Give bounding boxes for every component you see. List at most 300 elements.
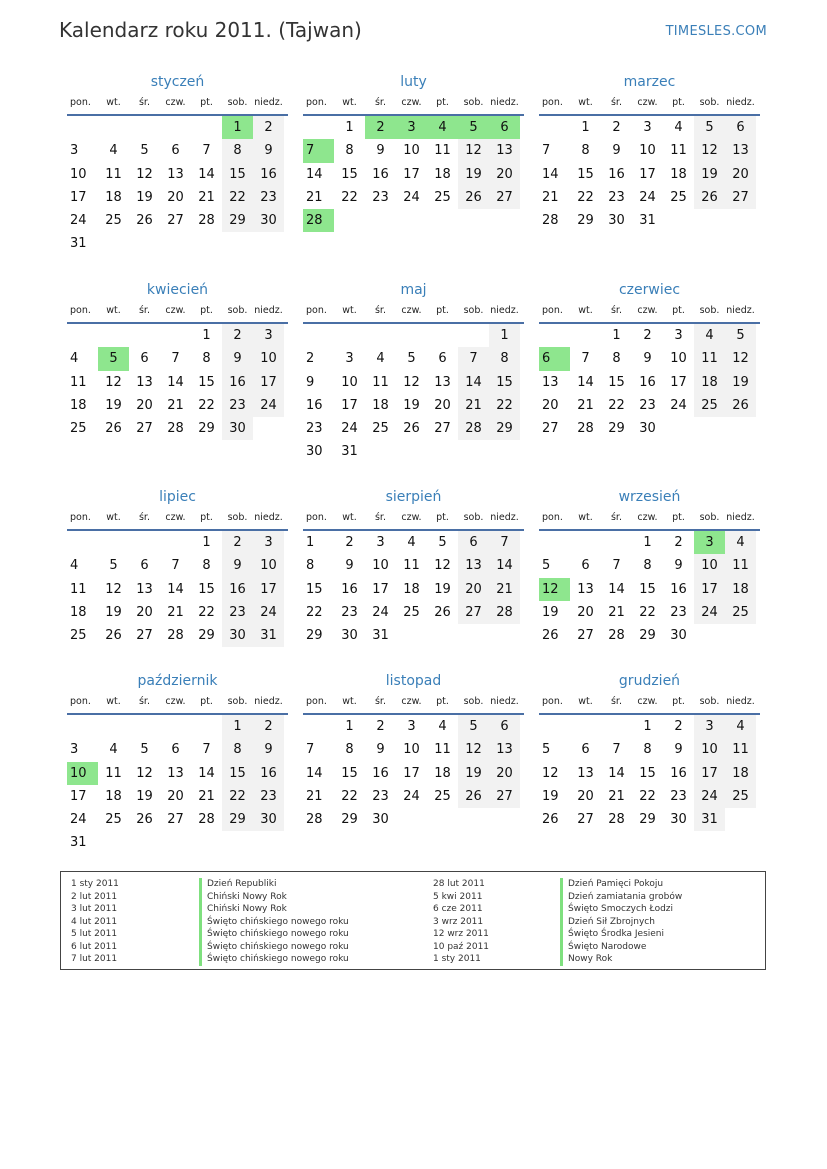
- day-cell: 31: [253, 624, 284, 647]
- day-cell: 20: [458, 578, 489, 601]
- weekday-label: wt.: [578, 696, 593, 707]
- day-cell: 29: [222, 209, 253, 232]
- day-cell: 24: [670, 397, 687, 413]
- weekday-label: czw.: [637, 696, 658, 707]
- week-row: [303, 715, 524, 738]
- empty-cell: [191, 715, 222, 738]
- day-cell: 27: [489, 186, 520, 209]
- day-cell: 20: [136, 604, 153, 620]
- day-cell: 25: [372, 421, 389, 437]
- day-cell: 13: [577, 581, 594, 597]
- holiday-legend: [60, 871, 766, 970]
- week-row: [539, 738, 760, 761]
- day-cell: 23: [222, 394, 253, 417]
- empty-cell: [67, 324, 98, 347]
- day-cell: 1: [222, 715, 253, 738]
- day-cell: 6: [171, 143, 180, 159]
- day-cell: 2: [365, 116, 396, 139]
- day-cell: 10: [403, 742, 420, 758]
- weekday-label: pon.: [306, 97, 327, 108]
- day-cell: 27: [136, 421, 153, 437]
- day-cell: 18: [670, 166, 687, 182]
- week-row: [539, 531, 760, 554]
- day-cell: 17: [253, 371, 284, 394]
- empty-cell: [98, 324, 129, 347]
- day-cell: 22: [306, 604, 323, 620]
- day-cell: 7: [306, 742, 315, 758]
- day-cell: 23: [222, 601, 253, 624]
- weekday-label: sob.: [699, 305, 720, 316]
- weekday-label: wt.: [106, 305, 121, 316]
- empty-cell: [365, 440, 396, 463]
- day-cell: 15: [639, 765, 656, 781]
- weekday-label: niedz.: [490, 696, 519, 707]
- empty-cell: [694, 417, 725, 440]
- day-cell: 16: [306, 397, 323, 413]
- day-cell: 18: [403, 581, 420, 597]
- day-cell: 25: [105, 213, 122, 229]
- legend-date: 2 lut 2011: [71, 891, 118, 902]
- day-cell: 30: [341, 628, 358, 644]
- day-cell: 28: [577, 421, 594, 437]
- weekday-label: wt.: [578, 97, 593, 108]
- day-cell: 5: [542, 558, 551, 574]
- day-cell: 26: [434, 604, 451, 620]
- legend-holiday-name: Święto chińskiego nowego roku: [199, 941, 349, 954]
- day-cell: 26: [458, 186, 489, 209]
- week-row: [303, 738, 524, 761]
- day-cell: 12: [136, 765, 153, 781]
- day-cell: 28: [198, 812, 215, 828]
- day-cell: 11: [434, 742, 451, 758]
- empty-cell: [396, 624, 427, 647]
- day-cell: 30: [306, 444, 323, 460]
- day-cell: 27: [489, 785, 520, 808]
- day-cell: 4: [70, 351, 79, 367]
- weekday-label: pt.: [436, 97, 449, 108]
- day-cell: 9: [222, 347, 253, 370]
- week-row: [67, 554, 288, 577]
- empty-cell: [427, 624, 458, 647]
- weekday-label: niedz.: [254, 512, 283, 523]
- month-block: [67, 669, 288, 855]
- day-cell: 28: [167, 421, 184, 437]
- day-cell: 7: [458, 347, 489, 370]
- weekday-label: pt.: [436, 305, 449, 316]
- day-cell: 24: [694, 785, 725, 808]
- day-cell: 19: [105, 397, 122, 413]
- day-cell: 11: [105, 765, 122, 781]
- day-cell: 14: [608, 581, 625, 597]
- empty-cell: [160, 324, 191, 347]
- legend-date: 3 wrz 2011: [433, 916, 484, 927]
- legend-holiday-name: Święto Środka Jesieni: [560, 928, 682, 941]
- day-cell: 4: [427, 116, 458, 139]
- month-block: [67, 485, 288, 647]
- day-cell: 12: [105, 374, 122, 390]
- day-cell: 1: [643, 535, 652, 550]
- day-cell: 23: [372, 189, 389, 205]
- day-cell: 2: [345, 535, 354, 550]
- day-cell: 20: [577, 788, 594, 804]
- day-cell: 24: [253, 601, 284, 624]
- day-cell: 17: [694, 762, 725, 785]
- day-cell: 22: [639, 788, 656, 804]
- empty-cell: [222, 232, 253, 255]
- day-cell: 11: [372, 374, 389, 390]
- day-cell: 2: [674, 719, 683, 734]
- day-cell: 18: [70, 397, 87, 413]
- empty-cell: [458, 209, 489, 232]
- day-cell: 26: [694, 186, 725, 209]
- month-block: [67, 70, 288, 256]
- legend-holiday-name: Święto chińskiego nowego roku: [199, 916, 349, 929]
- empty-cell: [458, 808, 489, 831]
- day-cell: 10: [639, 143, 656, 159]
- legend-left-names: [199, 878, 349, 966]
- day-cell: 11: [725, 738, 756, 761]
- day-cell: 29: [639, 628, 656, 644]
- day-cell: 27: [577, 628, 594, 644]
- day-cell: 19: [403, 397, 420, 413]
- weekday-label: niedz.: [254, 696, 283, 707]
- empty-cell: [570, 531, 601, 554]
- legend-date: 10 paź 2011: [433, 941, 490, 952]
- day-cell: 25: [725, 601, 756, 624]
- day-cell: 22: [222, 785, 253, 808]
- weekday-label: sob.: [227, 512, 248, 523]
- day-cell: 1: [612, 328, 621, 343]
- week-row: [303, 394, 524, 417]
- day-cell: 27: [577, 812, 594, 828]
- week-row: [67, 394, 288, 417]
- weekday-label: pon.: [542, 305, 563, 316]
- day-cell: 30: [222, 417, 253, 440]
- day-cell: 20: [136, 397, 153, 413]
- day-cell: 3: [407, 719, 416, 734]
- day-cell: 18: [694, 371, 725, 394]
- day-cell: 12: [403, 374, 420, 390]
- empty-cell: [129, 324, 160, 347]
- day-cell: 25: [105, 812, 122, 828]
- weekday-label: sob.: [463, 696, 484, 707]
- week-row: [539, 417, 760, 440]
- day-cell: 8: [612, 351, 621, 367]
- day-cell: 5: [98, 347, 129, 370]
- day-cell: 14: [198, 765, 215, 781]
- day-cell: 4: [725, 531, 756, 554]
- day-cell: 22: [489, 394, 520, 417]
- empty-cell: [694, 209, 725, 232]
- week-row: [67, 808, 288, 831]
- day-cell: 5: [542, 742, 551, 758]
- empty-cell: [458, 440, 489, 463]
- week-row: [67, 209, 288, 232]
- weekday-label: pon.: [542, 512, 563, 523]
- weekday-label: pt.: [200, 696, 213, 707]
- day-cell: 29: [608, 421, 625, 437]
- week-row: [303, 371, 524, 394]
- week-row: [539, 371, 760, 394]
- week-row: [539, 324, 760, 347]
- legend-holiday-name: Święto chińskiego nowego roku: [199, 928, 349, 941]
- day-cell: 19: [458, 163, 489, 186]
- day-cell: 18: [434, 166, 451, 182]
- day-cell: 15: [222, 762, 253, 785]
- weekday-label: śr.: [610, 696, 622, 707]
- day-cell: 5: [458, 715, 489, 738]
- weekday-label: śr.: [610, 97, 622, 108]
- day-cell: 17: [694, 578, 725, 601]
- weekday-header: [303, 693, 524, 715]
- day-cell: 5: [407, 351, 416, 367]
- day-cell: 13: [489, 738, 520, 761]
- day-cell: 16: [372, 765, 389, 781]
- day-cell: 10: [70, 166, 87, 182]
- legend-date: 6 cze 2011: [433, 904, 483, 914]
- empty-cell: [694, 624, 725, 647]
- day-cell: 25: [403, 604, 420, 620]
- day-cell: 6: [489, 715, 520, 738]
- empty-cell: [303, 715, 334, 738]
- empty-cell: [253, 417, 284, 440]
- week-row: [539, 116, 760, 139]
- day-cell: 27: [434, 421, 451, 437]
- week-row: [67, 186, 288, 209]
- day-cell: 8: [306, 558, 315, 574]
- weekday-label: śr.: [610, 512, 622, 523]
- weekday-label: niedz.: [726, 305, 755, 316]
- weekday-label: śr.: [610, 305, 622, 316]
- day-cell: 19: [105, 604, 122, 620]
- day-cell: 12: [694, 139, 725, 162]
- day-cell: 25: [694, 394, 725, 417]
- weekday-label: śr.: [138, 305, 150, 316]
- empty-cell: [458, 324, 489, 347]
- empty-cell: [489, 624, 520, 647]
- empty-cell: [191, 116, 222, 139]
- day-cell: 30: [253, 808, 284, 831]
- day-cell: 23: [639, 397, 656, 413]
- empty-cell: [67, 531, 98, 554]
- day-cell: 9: [253, 738, 284, 761]
- day-cell: 29: [306, 628, 323, 644]
- weekday-label: pt.: [672, 97, 685, 108]
- empty-cell: [334, 324, 365, 347]
- day-cell: 2: [376, 719, 385, 734]
- week-row: [303, 531, 524, 554]
- day-cell: 21: [608, 604, 625, 620]
- empty-cell: [396, 808, 427, 831]
- empty-cell: [396, 209, 427, 232]
- day-cell: 14: [167, 581, 184, 597]
- day-cell: 8: [489, 347, 520, 370]
- day-cell: 4: [109, 143, 118, 159]
- week-row: [303, 578, 524, 601]
- month-block: [303, 669, 524, 831]
- day-cell: 27: [167, 213, 184, 229]
- weekday-label: pt.: [672, 512, 685, 523]
- day-cell: 23: [341, 604, 358, 620]
- day-cell: 21: [198, 788, 215, 804]
- day-cell: 26: [542, 628, 559, 644]
- week-row: [303, 139, 524, 162]
- weekday-label: pon.: [70, 305, 91, 316]
- day-cell: 3: [376, 535, 385, 550]
- day-cell: 21: [577, 397, 594, 413]
- day-cell: 5: [458, 116, 489, 139]
- day-cell: 7: [303, 139, 334, 162]
- day-cell: 24: [70, 213, 87, 229]
- day-cell: 13: [577, 765, 594, 781]
- month-name: czerwiec: [618, 282, 681, 298]
- empty-cell: [253, 232, 284, 255]
- day-cell: 7: [542, 143, 551, 159]
- month-block: [539, 485, 760, 647]
- week-row: [67, 624, 288, 647]
- week-row: [67, 785, 288, 808]
- weekday-label: pt.: [672, 305, 685, 316]
- day-cell: 24: [70, 812, 87, 828]
- day-cell: 21: [458, 394, 489, 417]
- day-cell: 15: [608, 374, 625, 390]
- week-row: [303, 163, 524, 186]
- day-cell: 1: [202, 535, 211, 550]
- day-cell: 13: [489, 139, 520, 162]
- legend-holiday-name: Święto Narodowe: [560, 941, 682, 954]
- day-cell: 7: [202, 742, 211, 758]
- day-cell: 25: [434, 189, 451, 205]
- day-cell: 4: [376, 351, 385, 367]
- day-cell: 20: [434, 397, 451, 413]
- month-name: wrzesień: [618, 489, 681, 505]
- day-cell: 25: [725, 785, 756, 808]
- weekday-label: czw.: [401, 97, 422, 108]
- day-cell: 4: [407, 535, 416, 550]
- week-row: [67, 578, 288, 601]
- legend-holiday-name: Święto chińskiego nowego roku: [199, 953, 349, 966]
- day-cell: 19: [458, 762, 489, 785]
- day-cell: 22: [341, 788, 358, 804]
- legend-holiday-name: Dzień Pamięci Pokoju: [560, 878, 682, 891]
- day-cell: 22: [608, 397, 625, 413]
- weekday-label: pon.: [306, 512, 327, 523]
- day-cell: 31: [70, 236, 87, 252]
- empty-cell: [98, 116, 129, 139]
- day-cell: 22: [198, 397, 215, 413]
- empty-cell: [334, 209, 365, 232]
- day-cell: 11: [70, 581, 87, 597]
- day-cell: 30: [639, 421, 656, 437]
- week-row: [539, 209, 760, 232]
- weekday-label: wt.: [578, 305, 593, 316]
- day-cell: 12: [542, 765, 559, 781]
- day-cell: 7: [171, 558, 180, 574]
- legend-date: 6 lut 2011: [71, 941, 118, 952]
- day-cell: 16: [670, 765, 687, 781]
- weekday-header: [67, 693, 288, 715]
- day-cell: 16: [670, 581, 687, 597]
- day-cell: 12: [105, 581, 122, 597]
- day-cell: 18: [372, 397, 389, 413]
- day-cell: 16: [253, 762, 284, 785]
- week-row: [67, 738, 288, 761]
- month-block: [303, 70, 524, 232]
- legend-date: 5 lut 2011: [71, 929, 118, 939]
- weekday-label: sob.: [227, 696, 248, 707]
- day-cell: 12: [539, 578, 570, 601]
- legend-date: 1 sty 2011: [433, 954, 481, 964]
- day-cell: 3: [70, 143, 79, 159]
- day-cell: 14: [458, 371, 489, 394]
- day-cell: 24: [372, 604, 389, 620]
- day-cell: 3: [694, 531, 725, 554]
- empty-cell: [129, 116, 160, 139]
- day-cell: 30: [670, 628, 687, 644]
- day-cell: 3: [253, 324, 284, 347]
- empty-cell: [458, 624, 489, 647]
- day-cell: 13: [725, 139, 756, 162]
- day-cell: 27: [136, 628, 153, 644]
- day-cell: 10: [694, 554, 725, 577]
- day-cell: 1: [345, 120, 354, 135]
- weekday-label: niedz.: [490, 512, 519, 523]
- weekday-label: sob.: [463, 305, 484, 316]
- legend-date: 3 lut 2011: [71, 904, 118, 914]
- month-name: październik: [137, 673, 218, 689]
- day-cell: 1: [643, 719, 652, 734]
- weekday-label: sob.: [463, 512, 484, 523]
- legend-holiday-name: Chiński Nowy Rok: [199, 903, 349, 916]
- day-cell: 31: [694, 808, 725, 831]
- day-cell: 1: [306, 535, 315, 550]
- day-cell: 29: [489, 417, 520, 440]
- empty-cell: [303, 116, 334, 139]
- day-cell: 14: [306, 166, 323, 182]
- day-cell: 25: [70, 628, 87, 644]
- week-row: [67, 371, 288, 394]
- day-cell: 6: [581, 742, 590, 758]
- week-row: [539, 394, 760, 417]
- empty-cell: [67, 116, 98, 139]
- empty-cell: [539, 715, 570, 738]
- day-cell: 23: [670, 788, 687, 804]
- empty-cell: [160, 831, 191, 854]
- day-cell: 21: [167, 604, 184, 620]
- legend-holiday-name: Dzień Sił Zbrojnych: [560, 916, 682, 929]
- day-cell: 4: [70, 558, 79, 574]
- day-cell: 12: [725, 347, 756, 370]
- brand-link[interactable]: TIMESLES.COM: [665, 24, 767, 39]
- day-cell: 23: [253, 186, 284, 209]
- legend-right-dates: [433, 878, 489, 966]
- day-cell: 2: [222, 531, 253, 554]
- day-cell: 26: [105, 628, 122, 644]
- week-row: [303, 554, 524, 577]
- week-row: [303, 116, 524, 139]
- day-cell: 13: [136, 581, 153, 597]
- day-cell: 7: [581, 351, 590, 367]
- weekday-label: wt.: [342, 97, 357, 108]
- week-row: [67, 715, 288, 738]
- month-block: [303, 278, 524, 464]
- weekday-label: niedz.: [490, 305, 519, 316]
- empty-cell: [160, 715, 191, 738]
- day-cell: 29: [577, 213, 594, 229]
- weekday-label: śr.: [374, 696, 386, 707]
- month-block: [539, 669, 760, 831]
- empty-cell: [129, 831, 160, 854]
